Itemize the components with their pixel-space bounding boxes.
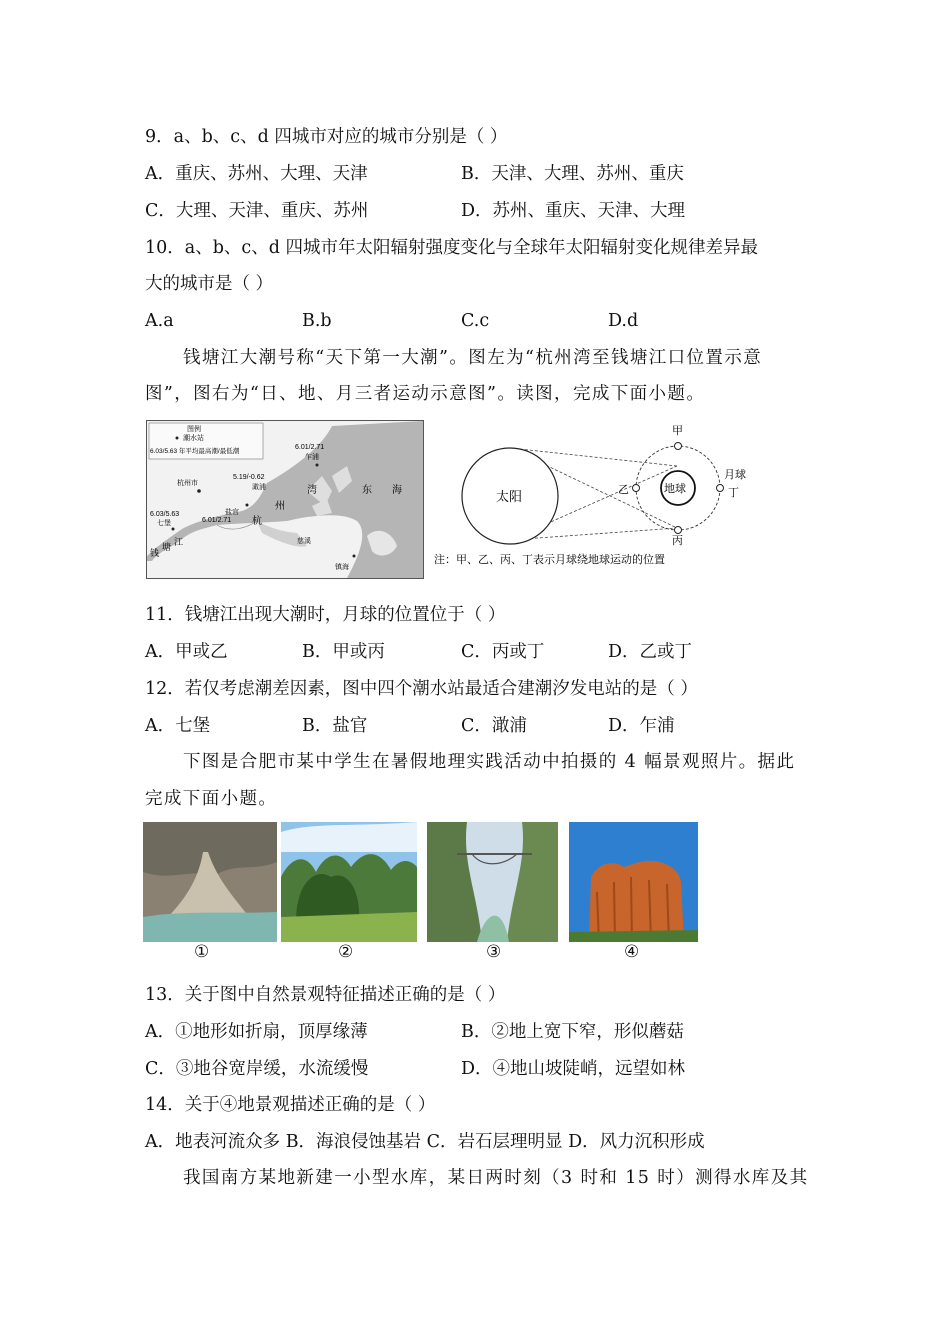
q9-option-d: D．苏州、重庆、天津、大理 (461, 201, 686, 221)
photo-label-1: ① (194, 942, 210, 962)
map-label-cixi: 慈溪 (297, 538, 311, 545)
q11-stem: 11．钱塘江出现大潮时，月球的位置位于（ ） (145, 605, 506, 625)
map-label-qibao: 七堡 (157, 520, 171, 527)
position-ding: 丁 (728, 487, 739, 499)
position-bing: 丙 (672, 535, 683, 547)
q10-stem-line1: 10．a、b、c、d 四城市年太阳辐射强度变化与全球年太阳辐射变化规律差异最 (145, 238, 758, 258)
q9-option-a: A．重庆、苏州、大理、天津 (145, 164, 368, 184)
q9-option-b: B．天津、大理、苏州、重庆 (461, 164, 684, 184)
map-label-yanguan: 盐官 (225, 509, 239, 516)
map-label-wan: 湾 (307, 485, 317, 496)
photo-label-4: ④ (624, 942, 640, 962)
position-jia: 甲 (672, 425, 683, 437)
photo-alluvial-fan (143, 822, 277, 942)
q13-option-a: A．①地形如折扇，顶厚缘薄 (145, 1022, 368, 1042)
map-value-yanguan: 6.01/2.71 (202, 517, 232, 524)
q10-stem-line2: 大的城市是（ ） (145, 274, 274, 294)
q9-stem: 9．a、b、c、d 四城市对应的城市分别是（ ） (145, 127, 508, 147)
map-label-zhapu: 乍浦 (305, 454, 319, 461)
q9-option-c: C．大理、天津、重庆、苏州 (145, 201, 369, 221)
q10-option-d: D.d (608, 311, 639, 331)
map-label-hai: 海 (392, 485, 402, 496)
map-value-zhapu: 6.01/2.71 (295, 444, 325, 451)
map-label-zhenhai: 镇海 (335, 564, 349, 571)
q11-option-d: D．乙或丁 (608, 642, 693, 662)
q12-option-a: A．七堡 (145, 716, 211, 736)
q11-option-b: B．甲或丙 (302, 642, 385, 662)
map-legend-value: 6.03/5.63 年平均最高潮/最低潮 (150, 448, 240, 455)
q10-option-b: B.b (302, 311, 332, 331)
intro1-line2: 图”，图右为“日、地、月三者运动示意图”。读图，完成下面小题。 (145, 384, 706, 404)
sun-label: 太阳 (496, 489, 523, 504)
photo-gorge-bridge (427, 822, 558, 942)
q14-options: A．地表河流众多 B．海浪侵蚀基岩 C．岩石层理明显 D．风力沉积形成 (145, 1132, 705, 1152)
q11-option-c: C．丙或丁 (461, 642, 545, 662)
map-legend-title: 图例 (187, 426, 201, 433)
map-label-hangzhou: 杭州市 (177, 480, 198, 487)
map-label-hang: 杭 (252, 516, 262, 527)
q13-stem: 13．关于图中自然景观特征描述正确的是（ ） (145, 985, 506, 1005)
q12-option-b: B．盐官 (302, 716, 368, 736)
q12-stem: 12．若仅考虑潮差因素，图中四个潮水站最适合建潮汐发电站的是（ ） (145, 679, 698, 699)
map-label-zhou: 州 (275, 501, 285, 512)
photo-red-rock-forest (569, 822, 698, 942)
q11-option-a: A．甲或乙 (145, 642, 228, 662)
q13-option-d: D．④地山坡陡峭，远望如林 (461, 1059, 686, 1079)
map-label-qian: 钱 (150, 548, 160, 558)
map-value-qibao: 6.03/5.63 (150, 511, 180, 518)
earth-label: 地球 (664, 483, 686, 495)
q14-stem: 14．关于④地景观描述正确的是（ ） (145, 1095, 436, 1115)
photo-label-3: ③ (486, 942, 502, 962)
intro3-line1: 我国南方某地新建一小型水库，某日两时刻（3 时和 15 时）测得水库及其 (183, 1168, 809, 1188)
orbit-note: 注：甲、乙、丙、丁表示月球绕地球运动的位置 (434, 554, 665, 566)
photo-karst-peaks (281, 822, 417, 942)
map-value-ganpu: 5.19/-0.62 (233, 474, 265, 481)
q10-option-a: A.a (145, 311, 174, 331)
map-label-ganpu: 澉浦 (252, 484, 266, 491)
moon-label: 月球 (724, 469, 746, 481)
q13-option-b: B．②地上宽下窄，形似蘑菇 (461, 1022, 684, 1042)
sun-earth-moon-diagram (432, 420, 762, 580)
map-label-tang: 塘 (162, 542, 172, 552)
intro1-line1: 钱塘江大潮号称“天下第一大潮”。图左为“杭州湾至钱塘江口位置示意 (183, 348, 763, 368)
map-legend-station: 潮水站 (183, 435, 204, 442)
q10-option-c: C.c (461, 311, 490, 331)
map-label-dong: 东 (362, 485, 372, 496)
position-yi: 乙 (618, 484, 629, 496)
photo-label-2: ② (338, 942, 354, 962)
q13-option-c: C．③地谷宽岸缓，水流缓慢 (145, 1059, 369, 1079)
q12-option-c: C．澉浦 (461, 716, 527, 736)
q12-option-d: D．乍浦 (608, 716, 675, 736)
intro2-line1: 下图是合肥市某中学生在暑假地理实践活动中拍摄的 4 幅景观照片。据此 (183, 752, 796, 772)
intro2-line2: 完成下面小题。 (145, 789, 278, 809)
hangzhou-bay-map (146, 420, 424, 579)
map-label-jiang: 江 (174, 537, 184, 547)
